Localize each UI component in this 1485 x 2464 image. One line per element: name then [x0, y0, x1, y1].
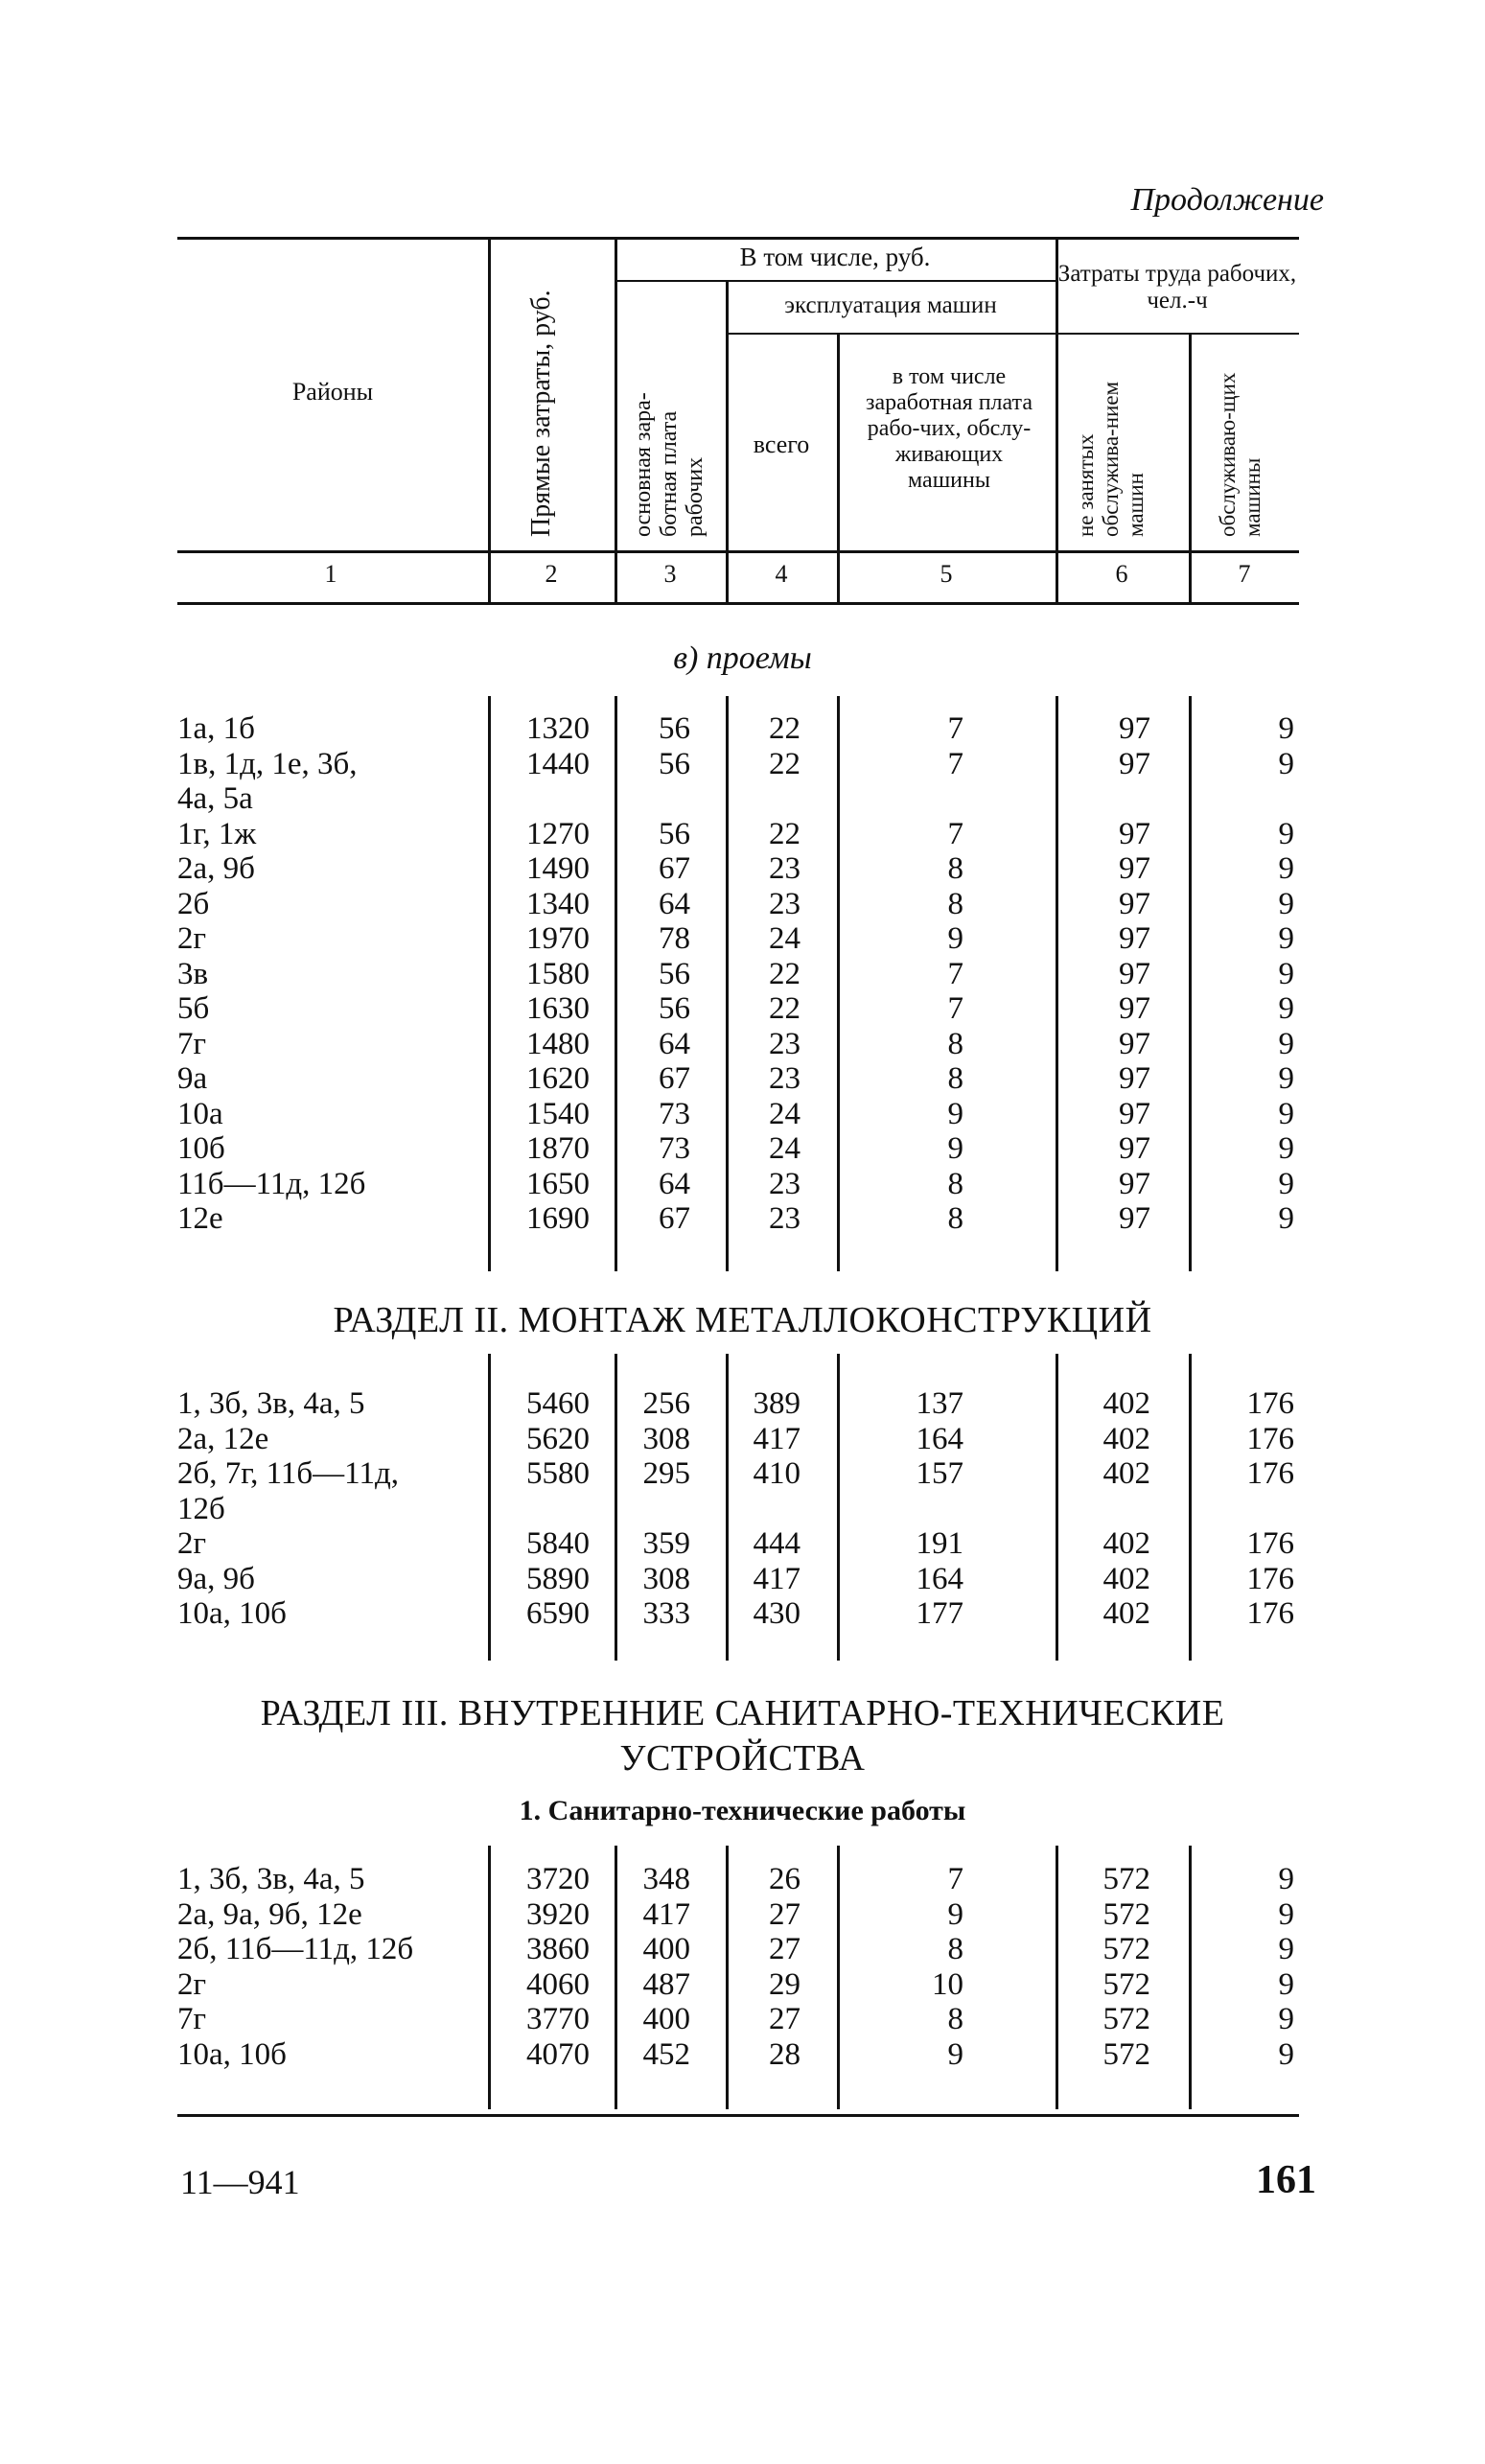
direct-cost-cell: 4060	[526, 1966, 590, 2002]
header-vline-2	[615, 237, 617, 602]
machine-wage-cell: 191	[916, 1526, 963, 1561]
labor-machine-cell: 9	[1278, 1862, 1294, 1896]
table-row	[0, 1386, 1485, 1422]
machine-wage-cell: 8	[947, 851, 963, 886]
machine-wage-cell: 10	[932, 1966, 963, 2002]
base-wage-cell: 400	[642, 2002, 690, 2036]
labor-non-machine-cell: 97	[1119, 956, 1150, 991]
region-cell: 3в	[177, 956, 209, 991]
direct-cost-cell: 3860	[526, 1932, 590, 1966]
region-cell: 1а, 1б	[177, 711, 255, 746]
section-title-sanitary-line1: РАЗДЕЛ III. ВНУТРЕННИЕ САНИТАРНО-ТЕХНИЧЕСКИЕ	[260, 1693, 1225, 1733]
machine-total-cell: 22	[769, 746, 801, 781]
labor-non-machine-cell: 402	[1102, 1526, 1150, 1561]
group-labor-rule	[1056, 333, 1299, 335]
machine-total-cell: 22	[769, 991, 801, 1026]
base-wage-cell: 56	[659, 991, 690, 1026]
base-wage-cell: 452	[642, 2036, 690, 2072]
labor-non-machine-cell: 572	[1102, 1862, 1150, 1896]
machine-wage-cell: 7	[947, 956, 963, 991]
base-wage-cell: 333	[642, 1596, 690, 1631]
group-machines-rule	[726, 333, 1056, 335]
labor-machine-cell: 9	[1278, 886, 1294, 921]
region-cell: 2г	[177, 921, 207, 956]
section-title-metal-structures: РАЗДЕЛ II. МОНТАЖ МЕТАЛЛОКОНСТРУКЦИЙ	[333, 1300, 1152, 1340]
table-row	[0, 921, 1485, 957]
region-cell: 2а, 9а, 9б, 12е	[177, 1896, 362, 1932]
machine-total-cell: 22	[769, 711, 801, 746]
table-row	[0, 1456, 1485, 1492]
table-row	[0, 1862, 1485, 1897]
table-row	[0, 747, 1485, 782]
machine-total-cell: 444	[753, 1526, 801, 1561]
colnum-7: 7	[1238, 560, 1251, 588]
direct-cost-cell: 1690	[526, 1201, 590, 1236]
labor-non-machine-cell: 402	[1102, 1421, 1150, 1456]
region-cell: 9а, 9б	[177, 1561, 255, 1596]
machine-wage-cell: 9	[947, 1896, 963, 1932]
table-row	[0, 1027, 1485, 1062]
labor-non-machine-cell: 97	[1119, 746, 1150, 781]
machine-total-cell: 24	[769, 1096, 801, 1131]
machine-total-cell: 27	[769, 1932, 801, 1966]
direct-cost-cell: 5620	[526, 1421, 590, 1456]
direct-cost-cell: 5460	[526, 1386, 590, 1421]
machine-wage-cell: 177	[916, 1596, 963, 1631]
region-cell: 11б—11д, 12б	[177, 1166, 366, 1201]
direct-cost-cell: 3770	[526, 2002, 590, 2036]
labor-non-machine-cell: 97	[1119, 886, 1150, 921]
region-cell: 4а, 5а	[177, 781, 253, 816]
machine-wage-cell: 8	[947, 1026, 963, 1061]
direct-cost-cell: 1270	[526, 816, 590, 851]
base-wage-cell: 67	[659, 1201, 690, 1236]
machine-total-cell: 417	[753, 1421, 801, 1456]
labor-machine-cell: 9	[1278, 1061, 1294, 1096]
section-metal-rows	[0, 1386, 1485, 1632]
region-cell: 12б	[177, 1491, 225, 1526]
direct-cost-cell: 1970	[526, 921, 590, 956]
direct-cost-cell: 1870	[526, 1131, 590, 1166]
header-not-machine-workers: не занятых обслужива-нием машин	[1074, 381, 1148, 537]
region-cell: 5б	[177, 991, 210, 1026]
machine-wage-cell: 164	[916, 1561, 963, 1596]
header-vline-1	[488, 237, 491, 602]
machine-total-cell: 22	[769, 956, 801, 991]
direct-cost-cell: 3920	[526, 1896, 590, 1932]
machine-wage-cell: 7	[947, 746, 963, 781]
base-wage-cell: 56	[659, 746, 690, 781]
labor-non-machine-cell: 572	[1102, 1896, 1150, 1932]
base-wage-cell: 64	[659, 1166, 690, 1201]
region-cell: 12е	[177, 1201, 223, 1236]
labor-machine-cell: 176	[1246, 1561, 1294, 1596]
machine-total-cell: 410	[753, 1456, 801, 1491]
group-in-total-rule	[615, 280, 1056, 282]
header-direct-costs: Прямые затраты, руб.	[526, 290, 556, 537]
labor-non-machine-cell: 97	[1119, 921, 1150, 956]
direct-cost-cell: 4070	[526, 2036, 590, 2072]
region-cell: 2б	[177, 886, 210, 921]
colnum-1: 1	[324, 560, 337, 588]
header-regions: Районы	[291, 378, 374, 406]
table-row	[0, 1422, 1485, 1457]
direct-cost-cell: 3720	[526, 1862, 590, 1896]
labor-non-machine-cell: 97	[1119, 711, 1150, 746]
direct-cost-cell: 5580	[526, 1456, 590, 1491]
header-machine-operation: эксплуатация машин	[784, 292, 997, 318]
header-vline-4	[837, 333, 840, 602]
labor-non-machine-cell: 97	[1119, 816, 1150, 851]
labor-machine-cell: 176	[1246, 1596, 1294, 1631]
colnum-3: 3	[663, 560, 677, 588]
machine-wage-cell: 164	[916, 1421, 963, 1456]
direct-cost-cell: 1630	[526, 991, 590, 1026]
colnum-5: 5	[940, 560, 953, 588]
labor-non-machine-cell: 97	[1119, 1166, 1150, 1201]
machine-wage-cell: 9	[947, 921, 963, 956]
direct-cost-cell: 1650	[526, 1166, 590, 1201]
machine-wage-cell: 8	[947, 1201, 963, 1236]
machine-total-cell: 23	[769, 1061, 801, 1096]
table-row	[0, 1167, 1485, 1202]
base-wage-cell: 359	[642, 1526, 690, 1561]
labor-machine-cell: 9	[1278, 1131, 1294, 1166]
machine-total-cell: 27	[769, 1896, 801, 1932]
machine-total-cell: 417	[753, 1561, 801, 1596]
machine-total-cell: 23	[769, 851, 801, 886]
machine-wage-cell: 7	[947, 991, 963, 1026]
base-wage-cell: 348	[642, 1862, 690, 1896]
labor-machine-cell: 9	[1278, 2002, 1294, 2036]
header-bottom-rule	[177, 550, 1299, 553]
machine-total-cell: 23	[769, 886, 801, 921]
machine-total-cell: 27	[769, 2002, 801, 2036]
base-wage-cell: 56	[659, 956, 690, 991]
direct-cost-cell: 5890	[526, 1561, 590, 1596]
labor-machine-cell: 9	[1278, 711, 1294, 746]
direct-cost-cell: 1580	[526, 956, 590, 991]
base-wage-cell: 400	[642, 1932, 690, 1966]
base-wage-cell: 78	[659, 921, 690, 956]
base-wage-cell: 64	[659, 1026, 690, 1061]
labor-machine-cell: 9	[1278, 1896, 1294, 1932]
machine-wage-cell: 9	[947, 1096, 963, 1131]
base-wage-cell: 417	[642, 1896, 690, 1932]
table-row	[0, 2002, 1485, 2037]
direct-cost-cell: 6590	[526, 1596, 590, 1631]
machine-total-cell: 430	[753, 1596, 801, 1631]
labor-non-machine-cell: 572	[1102, 1966, 1150, 2002]
base-wage-cell: 56	[659, 816, 690, 851]
labor-machine-cell: 176	[1246, 1421, 1294, 1456]
table-row	[0, 711, 1485, 747]
direct-cost-cell: 1340	[526, 886, 590, 921]
labor-non-machine-cell: 97	[1119, 1201, 1150, 1236]
colnum-6: 6	[1115, 560, 1128, 588]
table-row	[0, 1061, 1485, 1097]
labor-non-machine-cell: 572	[1102, 1932, 1150, 1966]
machine-wage-cell: 9	[947, 1131, 963, 1166]
section-sanitary-rows	[0, 1862, 1485, 2072]
table-row	[0, 1967, 1485, 2003]
table-row	[0, 991, 1485, 1027]
machine-total-cell: 28	[769, 2036, 801, 2072]
page-number: 161	[1256, 2158, 1316, 2202]
direct-cost-cell: 5840	[526, 1526, 590, 1561]
header-total: всего	[753, 430, 810, 458]
labor-machine-cell: 9	[1278, 1966, 1294, 2002]
table-row	[0, 1492, 1485, 1527]
machine-wage-cell: 7	[947, 816, 963, 851]
base-wage-cell: 67	[659, 851, 690, 886]
labor-machine-cell: 9	[1278, 956, 1294, 991]
section-title-sanitary-line2: УСТРОЙСТВА	[619, 1738, 866, 1778]
table-row	[0, 1932, 1485, 1967]
labor-non-machine-cell: 402	[1102, 1561, 1150, 1596]
machine-total-cell: 29	[769, 1966, 801, 2002]
base-wage-cell: 73	[659, 1096, 690, 1131]
header-in-total: В том числе, руб.	[739, 243, 931, 271]
direct-cost-cell: 1320	[526, 711, 590, 746]
base-wage-cell: 64	[659, 886, 690, 921]
subsection-title-sanitary-works: 1. Санитарно-технические работы	[519, 1795, 966, 1826]
machine-wage-cell: 8	[947, 1166, 963, 1201]
direct-cost-cell: 1540	[526, 1096, 590, 1131]
table-row	[0, 1201, 1485, 1237]
machine-total-cell: 23	[769, 1026, 801, 1061]
machine-total-cell: 23	[769, 1201, 801, 1236]
region-cell: 10а, 10б	[177, 1596, 287, 1631]
direct-cost-cell: 1490	[526, 851, 590, 886]
machine-wage-cell: 8	[947, 1932, 963, 1966]
labor-machine-cell: 9	[1278, 1096, 1294, 1131]
table-row	[0, 851, 1485, 887]
machine-total-cell: 22	[769, 816, 801, 851]
labor-non-machine-cell: 572	[1102, 2036, 1150, 2072]
table-top-rule	[177, 237, 1299, 240]
labor-machine-cell: 9	[1278, 1166, 1294, 1201]
labor-non-machine-cell: 572	[1102, 2002, 1150, 2036]
table-row	[0, 817, 1485, 852]
region-cell: 1, 3б, 3в, 4а, 5	[177, 1862, 365, 1896]
colnum-2: 2	[545, 560, 558, 588]
machine-total-cell: 389	[753, 1386, 801, 1421]
table-row	[0, 781, 1485, 817]
region-cell: 10а, 10б	[177, 2036, 287, 2072]
region-cell: 10б	[177, 1131, 225, 1166]
table-row	[0, 887, 1485, 922]
machine-wage-cell: 8	[947, 886, 963, 921]
machine-total-cell: 23	[769, 1166, 801, 1201]
base-wage-cell: 295	[642, 1456, 690, 1491]
region-cell: 2а, 12е	[177, 1421, 269, 1456]
header-base-wage: основная зара-ботная плата рабочих	[631, 392, 708, 537]
table-row	[0, 1562, 1485, 1597]
region-cell: 1в, 1д, 1е, 3б,	[177, 746, 358, 781]
labor-non-machine-cell: 402	[1102, 1596, 1150, 1631]
header-machine-wage: в том числе заработная плата рабо-чих, обслу-живающих машины	[866, 364, 1033, 493]
machine-wage-cell: 157	[916, 1456, 963, 1491]
machine-total-cell: 26	[769, 1862, 801, 1896]
machine-total-cell: 24	[769, 921, 801, 956]
labor-non-machine-cell: 97	[1119, 991, 1150, 1026]
section-openings-rows	[0, 711, 1485, 1237]
region-cell: 2б, 7г, 11б—11д,	[177, 1456, 399, 1491]
labor-non-machine-cell: 402	[1102, 1386, 1150, 1421]
labor-non-machine-cell: 97	[1119, 1131, 1150, 1166]
region-cell: 9а	[177, 1061, 208, 1096]
table-row	[0, 1131, 1485, 1167]
base-wage-cell: 487	[642, 1966, 690, 2002]
header-machine-workers: обслуживаю-щих машины	[1216, 372, 1265, 537]
labor-machine-cell: 9	[1278, 1932, 1294, 1966]
table-row	[0, 1897, 1485, 1933]
labor-machine-cell: 9	[1278, 851, 1294, 886]
base-wage-cell: 308	[642, 1421, 690, 1456]
base-wage-cell: 73	[659, 1131, 690, 1166]
labor-non-machine-cell: 97	[1119, 1096, 1150, 1131]
labor-machine-cell: 9	[1278, 1026, 1294, 1061]
base-wage-cell: 256	[642, 1386, 690, 1421]
table-bottom-rule	[177, 2114, 1299, 2117]
machine-wage-cell: 9	[947, 2036, 963, 2072]
header-vline-6	[1189, 333, 1192, 602]
machine-wage-cell: 7	[947, 711, 963, 746]
base-wage-cell: 67	[659, 1061, 690, 1096]
direct-cost-cell: 1480	[526, 1026, 590, 1061]
region-cell: 7г	[177, 1026, 207, 1061]
labor-machine-cell: 9	[1278, 746, 1294, 781]
subsection-title-openings: в) проемы	[673, 640, 812, 676]
region-cell: 2г	[177, 1526, 207, 1561]
labor-machine-cell: 9	[1278, 1201, 1294, 1236]
labor-non-machine-cell: 402	[1102, 1456, 1150, 1491]
labor-non-machine-cell: 97	[1119, 1026, 1150, 1061]
region-cell: 10а	[177, 1096, 223, 1131]
base-wage-cell: 56	[659, 711, 690, 746]
labor-non-machine-cell: 97	[1119, 851, 1150, 886]
colnum-bottom-rule	[177, 602, 1299, 605]
labor-machine-cell: 176	[1246, 1456, 1294, 1491]
colnum-4: 4	[775, 560, 788, 588]
printer-signature: 11—941	[180, 2163, 300, 2201]
region-cell: 2а, 9б	[177, 851, 255, 886]
region-cell: 1г, 1ж	[177, 816, 257, 851]
table-row	[0, 1526, 1485, 1562]
region-cell: 2б, 11б—11д, 12б	[177, 1932, 414, 1966]
base-wage-cell: 308	[642, 1561, 690, 1596]
region-cell: 7г	[177, 2002, 207, 2036]
table-row	[0, 2037, 1485, 2073]
direct-cost-cell: 1620	[526, 1061, 590, 1096]
table-row	[0, 1596, 1485, 1632]
labor-machine-cell: 9	[1278, 816, 1294, 851]
header-labor-costs: Затраты труда рабочих, чел.-ч	[1057, 261, 1297, 314]
labor-machine-cell: 176	[1246, 1386, 1294, 1421]
machine-wage-cell: 137	[916, 1386, 963, 1421]
table-row	[0, 1097, 1485, 1132]
region-cell: 1, 3б, 3в, 4а, 5	[177, 1386, 365, 1421]
table-row	[0, 957, 1485, 992]
direct-cost-cell: 1440	[526, 746, 590, 781]
region-cell: 2г	[177, 1966, 207, 2002]
machine-wage-cell: 8	[947, 2002, 963, 2036]
labor-non-machine-cell: 97	[1119, 1061, 1150, 1096]
continuation-label: Продолжение	[1130, 182, 1324, 218]
labor-machine-cell: 9	[1278, 921, 1294, 956]
machine-wage-cell: 7	[947, 1862, 963, 1896]
labor-machine-cell: 176	[1246, 1526, 1294, 1561]
labor-machine-cell: 9	[1278, 2036, 1294, 2072]
labor-machine-cell: 9	[1278, 991, 1294, 1026]
machine-wage-cell: 8	[947, 1061, 963, 1096]
machine-total-cell: 24	[769, 1131, 801, 1166]
